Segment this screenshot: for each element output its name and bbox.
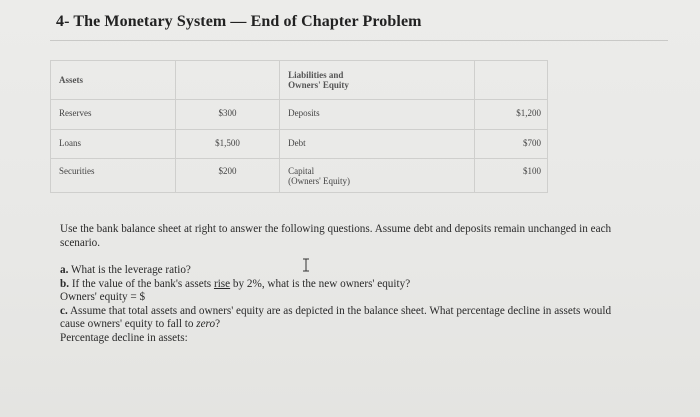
question-b-rise: rise [213,277,231,290]
question-c-label: c. [60,304,68,317]
question-b-label: b. [60,277,70,290]
question-a [60,264,620,278]
asset-name: Securities [51,159,176,193]
liability-value: $100 [474,159,547,193]
asset-value: $300 [175,100,279,130]
question-a-text: What is the leverage ratio? [71,264,191,276]
balance-sheet-header-row [51,61,548,100]
liabilities-value-header [474,61,547,100]
page-title: 4- The Monetary System — End of Chapter Problem [56,13,422,30]
liability-value: $700 [474,130,547,159]
table-row [51,159,548,193]
assets-header: Assets [51,61,176,100]
asset-name: Loans [51,130,176,159]
liability-name: Debt [280,130,475,159]
question-c-zero: zero [196,318,216,330]
liability-name [280,159,475,193]
title-divider [50,40,668,41]
question-c [60,305,620,332]
table-row [51,130,548,159]
balance-sheet-table [50,60,548,193]
liabilities-header-line2: Owners' Equity [288,80,349,90]
liability-name: Deposits [280,100,475,130]
question-b [60,278,620,292]
intro-text: Use the bank balance sheet at right to answer the following questions. Assume debt and deposits remain unchanged in each scenario. [60,223,612,249]
assets-value-header [175,61,279,100]
question-b-text-post: by 2%, what is the new owners' equity? [232,277,411,290]
liabilities-header-line1: Liabilities and [288,70,344,80]
asset-value: $1,500 [175,130,279,159]
question-intro [60,223,620,250]
liability-value: $1,200 [474,100,547,130]
asset-name: Reserves [51,100,176,130]
percentage-decline-answer[interactable]: Percentage decline in assets: [60,331,188,344]
asset-value: $200 [175,159,279,193]
question-list [60,264,620,345]
question-c-text-post: ? [215,318,221,330]
liabilities-header [280,61,475,100]
capital-label: Capital [288,166,315,176]
capital-sublabel: (Owners' Equity) [288,176,350,186]
question-b-text-pre: If the value of the bank's assets [71,277,212,290]
owners-equity-answer[interactable]: Owners' equity = $ [60,291,146,303]
table-row [51,100,548,130]
question-a-label: a. [60,264,69,276]
question-c-text-pre: Assume that total assets and owners' equity are as depicted in the balance sheet. What percentage decline in assets would cause owners' equity to fall to [60,304,612,330]
